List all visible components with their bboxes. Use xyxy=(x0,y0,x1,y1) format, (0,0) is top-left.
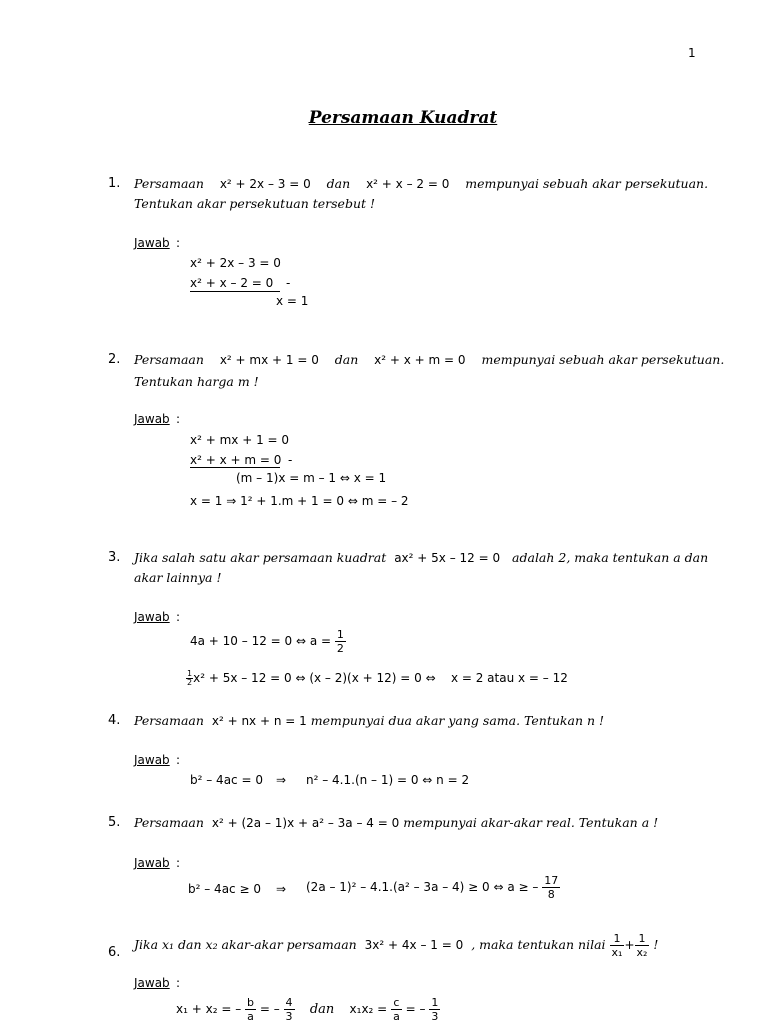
problem-text: Persamaan x² + mx + 1 = 0 dan x² + x + m = 0 mempunyai sebuah akar persekutuan. xyxy=(134,352,725,367)
problem-number: 5. xyxy=(108,815,121,830)
problem-number: 6. xyxy=(108,945,121,960)
problem-text: Persamaan x² + nx + n = 1 mempunyai dua akar yang sama. Tentukan n ! xyxy=(134,713,605,728)
implies-arrow: ⇒ xyxy=(276,773,287,787)
subtraction-line xyxy=(190,467,280,468)
fraction: $\frac{1}{2}$ xyxy=(336,628,344,655)
work-line: n² – 4.1.(n – 1) = 0 ⇔ n = 2 xyxy=(306,773,470,787)
work-line: b² – 4ac = 0 xyxy=(190,773,263,787)
minus-sign: - xyxy=(286,276,291,290)
fraction: $\frac{1}{\text{x₂}}$ xyxy=(636,932,648,959)
work-line: 4a + 10 – 12 = 0 ⇔ a = $\frac{1}{2}$ xyxy=(190,628,344,655)
work-line: $\frac{1}{2}$ x² + 5x – 12 = 0 ⇔ (x – 2)(x + 12) = 0 ⇔ x = 2 atau x = – 12 xyxy=(187,669,568,687)
answer-colon: : xyxy=(176,753,181,767)
answer-label: Jawab xyxy=(134,856,170,870)
problem-text: Jika salah satu akar persamaan kuadrat ax² + 5x – 12 = 0 adalah 2, maka tentukan a dan xyxy=(134,550,709,565)
work-line: x² + 2x – 3 = 0 xyxy=(190,256,281,270)
answer-colon: : xyxy=(176,236,181,250)
problem-number: 3. xyxy=(108,550,121,565)
page-title: Persamaan Kuadrat xyxy=(308,108,498,128)
fraction: $\frac{c}{a}$ xyxy=(393,996,400,1023)
page-number: 1 xyxy=(688,46,696,60)
work-line: x² + x + m = 0 xyxy=(190,453,282,467)
work-line: (m – 1)x = m – 1 ⇔ x = 1 xyxy=(236,471,387,485)
answer-label: Jawab xyxy=(134,610,170,624)
answer-label: Jawab xyxy=(134,412,170,426)
work-line: x = 1 xyxy=(276,294,309,308)
problem-text: Tentukan harga m ! xyxy=(134,374,259,389)
fraction: $\frac{1}{\text{x₁}}$ xyxy=(611,932,623,959)
minus-sign: - xyxy=(288,453,293,467)
fraction: $\frac{1}{2}$ xyxy=(187,669,193,687)
problem-number: 1. xyxy=(108,176,121,191)
problem-text: Persamaan x² + 2x – 3 = 0 dan x² + x – 2 = 0 mempunyai sebuah akar persekutuan. xyxy=(134,176,709,191)
fraction: $\frac{1}{3}$ xyxy=(431,996,439,1023)
implies-arrow: ⇒ xyxy=(276,882,287,896)
fraction: $\frac{4}{3}$ xyxy=(285,996,293,1023)
work-line: (2a – 1)² – 4.1.(a² – 3a – 4) ≥ 0 ⇔ a ≥ – $\frac{17}{8}$ xyxy=(306,874,559,901)
answer-colon: : xyxy=(176,412,181,426)
problem-number: 2. xyxy=(108,352,121,367)
work-line: b² – 4ac ≥ 0 xyxy=(188,882,261,896)
work-line: x₁ + x₂ = – $\frac{b}{a}$ = – $\frac{4}{3}$ dan x₁x₂ = $\frac{c}{a}$ = – $\frac{1}{3}$ xyxy=(176,996,439,1023)
work-line: x² + mx + 1 = 0 xyxy=(190,433,290,447)
answer-colon: : xyxy=(176,610,181,624)
answer-colon: : xyxy=(176,976,181,990)
answer-colon: : xyxy=(176,856,181,870)
fraction: $\frac{b}{a}$ xyxy=(247,996,255,1023)
work-line: x = 1 ⇒ 1² + 1.m + 1 = 0 ⇔ m = – 2 xyxy=(190,494,409,508)
subtraction-line xyxy=(190,291,280,292)
problem-text: Persamaan x² + (2a – 1)x + a² – 3a – 4 = 0 mempunyai akar-akar real. Tentukan a ! xyxy=(134,815,659,830)
problem-text: Jika x₁ dan x₂ akar-akar persamaan 3x² + 4x – 1 = 0 , maka tentukan nilai $\frac{1}{\text{x₁}}$ + $\frac{1}{\text{x₂}}$ ! xyxy=(134,932,659,959)
answer-label: Jawab xyxy=(134,753,170,767)
fraction: $\frac{17}{8}$ xyxy=(544,874,559,901)
answer-label: Jawab xyxy=(134,236,170,250)
problem-number: 4. xyxy=(108,713,121,728)
answer-label: Jawab xyxy=(134,976,170,990)
problem-text: Tentukan akar persekutuan tersebut ! xyxy=(134,196,376,211)
problem-text: akar lainnya ! xyxy=(134,570,222,585)
work-line: x² + x – 2 = 0 xyxy=(190,276,274,290)
